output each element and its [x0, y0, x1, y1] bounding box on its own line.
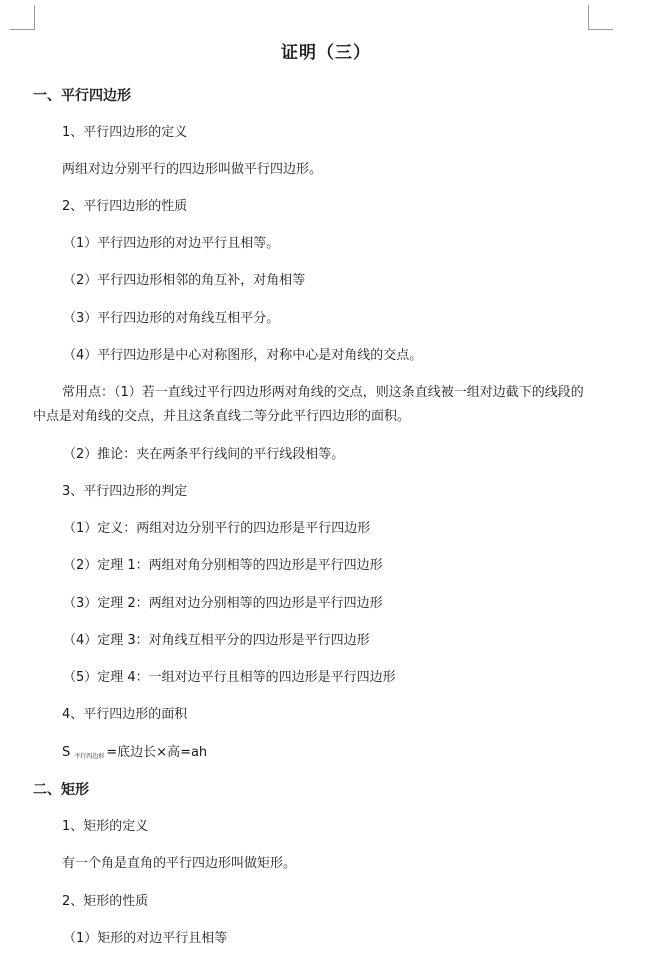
corollary-text: （2）推论：夹在两条平行线间的平行线段相等。: [63, 447, 345, 462]
criterion-item: （2）定理 1：两组对角分别相等的四边形是平行四边形: [63, 558, 383, 573]
criterion-item: （1）定义：两组对边分别平行的四边形是平行四边形: [63, 521, 371, 536]
rect-property-item: （1）矩形的对边平行且相等: [63, 931, 228, 946]
section-heading-rectangle: 二、矩形: [33, 782, 89, 798]
area-formula-rest: =底边长×高=ah: [106, 745, 208, 760]
criterion-item: （5）定理 4：一组对边平行且相等的四边形是平行四边形: [63, 670, 396, 685]
subheading-area: 4、平行四边形的面积: [62, 707, 188, 722]
criterion-item: （4）定理 3：对角线互相平分的四边形是平行四边形: [63, 633, 370, 648]
subheading-rect-definition: 1、矩形的定义: [62, 819, 149, 834]
area-symbol: S: [62, 745, 71, 760]
criterion-item: （3）定理 2：两组对边分别相等的四边形是平行四边形: [63, 596, 383, 611]
page-corner-mark-top-right: [588, 5, 613, 30]
subheading-definition: 1、平行四边形的定义: [62, 125, 188, 140]
subheading-criteria: 3、平行四边形的判定: [62, 484, 188, 499]
subheading-properties: 2、平行四边形的性质: [62, 199, 188, 214]
property-item: （1）平行四边形的对边平行且相等。: [63, 236, 280, 251]
common-point-paragraph: 常用点：（1）若一直线过平行四边形两对角线的交点，则这条直线被一组对边截下的线段的中点是对角线的交点，并且这条直线二等分此平行四边形的面积。: [33, 385, 584, 424]
area-subscript: 平行四边形: [74, 753, 105, 760]
subheading-rect-properties: 2、矩形的性质: [62, 894, 149, 909]
property-item: （2）平行四边形相邻的角互补，对角相等: [63, 273, 306, 288]
rect-definition-text: 有一个角是直角的平行四边形叫做矩形。: [62, 856, 297, 871]
property-item: （3）平行四边形的对角线互相平分。: [63, 311, 280, 326]
page-corner-mark-top-left: [10, 5, 35, 30]
definition-text: 两组对边分别平行的四边形叫做平行四边形。: [62, 162, 323, 177]
document-title: 证明（三）: [281, 43, 371, 63]
property-item: （4）平行四边形是中心对称图形，对称中心是对角线的交点。: [63, 348, 423, 363]
area-formula: [62, 744, 207, 766]
section-heading-parallelogram: 一、平行四边形: [33, 88, 131, 104]
